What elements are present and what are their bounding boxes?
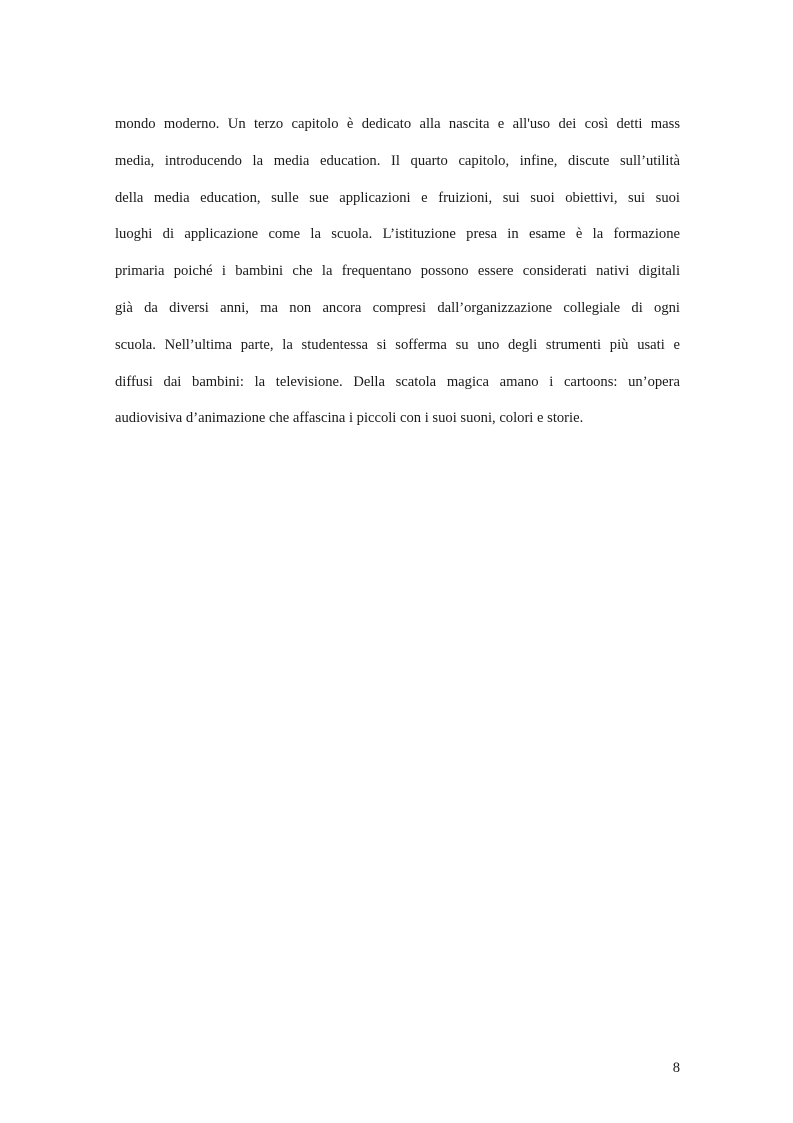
paragraph-line: media, introducendo la media education. Il quarto capitolo, infine, discute sull’utilità [115, 152, 680, 169]
paragraph-line: diffusi dai bambini: la televisione. Della scatola magica amano i cartoons: un’opera [115, 373, 680, 390]
body-paragraph [115, 112, 680, 443]
page-number: 8 [672, 1060, 680, 1076]
paragraph-line: della media education, sulle sue applicazioni e fruizioni, sui suoi obiettivi, sui suoi [115, 189, 680, 206]
paragraph-line: mondo moderno. Un terzo capitolo è dedicato alla nascita e all'uso dei così detti mass [115, 116, 680, 132]
paragraph-line: primaria poiché i bambini che la frequentano possono essere considerati nativi digitali [115, 263, 680, 280]
paragraph-line: audiovisiva d’animazione che affascina i piccoli con i suoi suoni, colori e storie. [115, 410, 584, 427]
paragraph-line: già da diversi anni, ma non ancora compresi dall’organizzazione collegiale di ogni [115, 299, 680, 316]
paragraph-line: scuola. Nell’ultima parte, la studentessa si sofferma su uno degli strumenti più usati e [115, 336, 680, 353]
paragraph-line: luoghi di applicazione come la scuola. L’istituzione presa in esame è la formazione [115, 226, 680, 243]
